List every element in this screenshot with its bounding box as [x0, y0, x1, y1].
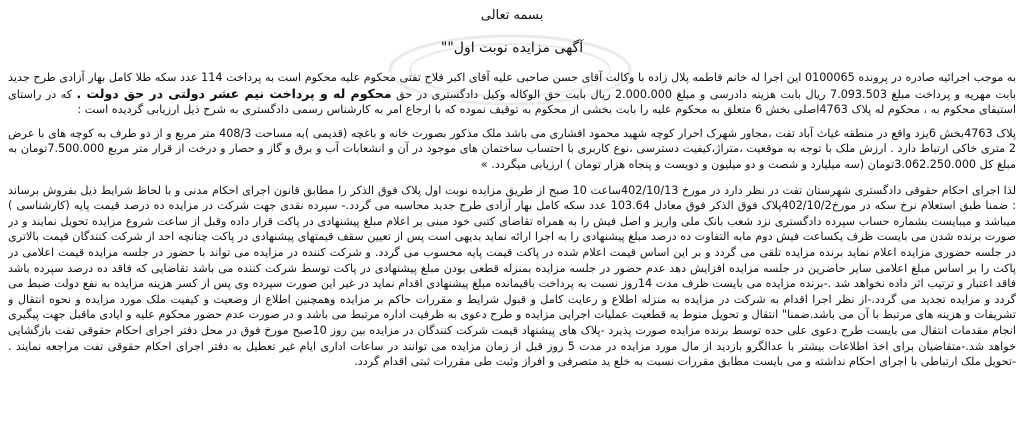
- paragraph-auction-terms: لذا اجرای احکام حقوقی دادگستری شهرستان تفت در نظر دارد در مورخ 402/10/13ساعت 10 صبح از طریق مزایده نوبت اول پلاک فوق الذکر را مطابق قانون اجرای احکام مدنی و با لحاظ شرایط ذیل بفروش برساند : ضمنا طبق استعلام نرخ سکه در مورخ402/10/2پلاک فوق الذکر فوق معادل 103.64 عدد سکه کامل بهار آزادی طرح جدید محاسبه می گردد.- سپرده نقدی جهت شرکت در مزایده ده درصد قیمت پایه (کارشناسی ) میباشد و میبایست بشماره حساب سپرده دادگستری نزد شعب بانک ملی واریز و اصل فیش را به همراه تقاضای کتبی خود مبنی بر اعلام مبلغ پیشنهادی در پاکت قرار داده وقبل از ساعت شروع مزایده تحویل نمایند و در صورت برنده شدن می بایست ظرف یکساعت فیش دوم مابه التفاوت ده درصد مبلغ پیشنهادی را به اجرا ارائه نماید بدیهی است پس از تعیین سقف قیمتهای پیشنهادی در پاکت چنانچه احد از شرکت کنندگان قیمت بالاتری در جلسه حضوری مزایده اعلام نماید برنده مزایده تلقی می گردد و بر این اساس قیمت اعلام شده در پاکت قیمت پایه محسوب می گردد. و شرکت کننده در مزایده می تواند با حضور در جلسه مزایده قیمت اعلامی در پاکت را بر اساس مبلغ اعلامی سایر حاضرین در جلسه مزایده افزایش دهد عدم حضور در جلسه مزایده بمنزله قطعی بودن مبلغ پیشنهادی در پاکت توسط شرکت کننده می باشد تقاضایی که فاقد ده درصد سپرده باشد فاقد اعتبار و ترتیب اثر داده نخواهد شد .-برنده مزایده می بایست ظرف مدت 14روز نسبت به پرداخت باقیمانده مبلغ پیشنهادی اقدام نماید در غیر این صورت سپرده وی پس از کسر هزینه مزایده به نفع دولت ضبط می گردد و مزایده تجدید می گردد.-از نظر اجرا اقدام به شرکت در مزایده به منزله اطلاع و رعایت کامل و قبول شرایط و مقررات حاکم بر مزایده وهمچنین اطلاع از وضعیت و کیفیت ملک مورد مزایده و نحوه انتقال و تشریفات و هزینه های مرتبط با آن می باشد.ضمنا" انتقال و تحویل منوط به قطعیت عملیات اجرایی مزایده و طرح دعوی به ظرفیت اداره مرتبط می باشد و در صورت عدم حضور محکوم علیه و ایادی ماقبل جهت پیگیری انجام مقدمات انتقال می بایست طرح دعوی علی حده توسط برنده مزایده صورت پذیرد -پلاک های پیشنهاد قیمت شرکت کنندگان در مزایده بین روز 10صبح مورخ فوق در محل دفتر اجرای احکام حقوقی تفت بازگشایی خواهد شد.-متقاضیان برای اخذ اطلاعات بیشتر با عدالگرو بازدید از مال مورد مزایده در مدت 5 روز قبل از زمان مزایده می توانند در ساعات اداری ایام غیر تعطیل به دفتر اجرای احکام حقوقی تفت مراجعه نمایند . -تحویل ملک ارتباطی با اجرای احکام نداشته و می بایست مطابق مقررات نسبت به خلع ید متصرفی و افراز وثبت طی مقررات ثبتی اقدام گردد.: [8, 183, 1016, 369]
- paragraph-property-description: پلاک 4763بخش 6یزد واقع در منطقه غیاث آباد تفت ،مجاور شهرک احرار کوچه شهید محمود افشاری می باشد ملک مذکور بصورت خانه و باغچه (قدیمی )به مساحت 408/3 متر مربع و از دو طرف به کوچه های با عرض 2 متری خاکی ارتباط دارد . ارزش ملک با توجه به موقعیت ،متراژ،کیفیت دسترسی ،نوع کاربری با احتساب ساختمان های موجود در آن و انشعابات آب و برق و گاز و حصار و درخت از قرار متر مربع 7.500.000تومان به مبلغ کل 3.062.250.000تومان (سه میلیارد و شصت و دو میلیون و دویست و پنجاه هزار تومان ) ارزیابی میگردد. »: [8, 126, 1016, 171]
- page-title: بسمه تعالی: [480, 8, 544, 23]
- notice-body: [8, 70, 1016, 430]
- paragraph-execution-order-rest: که در راستای استیفای محکوم به ، محکوم له پلاک 4763اصلی بخش 6 متعلق به محکوم علیه را بابت بخشی از محکوم به توقیف نموده که با ارجاع امر به کارشناس رسمی دادگستری به شرح ذیل ارزیابی گردیده است :: [8, 87, 1016, 117]
- paragraph-execution-order: [8, 70, 1016, 118]
- paragraph-bold-phrase: محکوم له و پرداخت نیم عشر دولتی در حق دولت .: [76, 85, 392, 101]
- paragraph-execution-order-text: به موجب اجرائیه صادره در پرونده 0100065 این اجرا له خانم فاطمه پلال زاده با وکالت آقای حسن صاحبی علیه آقای اکبر فلاح تفتی محکوم علیه محکوم است به پرداخت 114 عدد سکه طلا کامل بهار آزادی طرح جدید بابت مهریه و پرداخت مبلغ 7.093.503 ریال بابت هزینه دادرسی و مبلغ 2.000.000 ریال بابت حق الوکاله وکیل دادگستری در حق: [8, 71, 1016, 101]
- notice-subtitle: آگهی مزایده نوبت اول"": [440, 40, 584, 56]
